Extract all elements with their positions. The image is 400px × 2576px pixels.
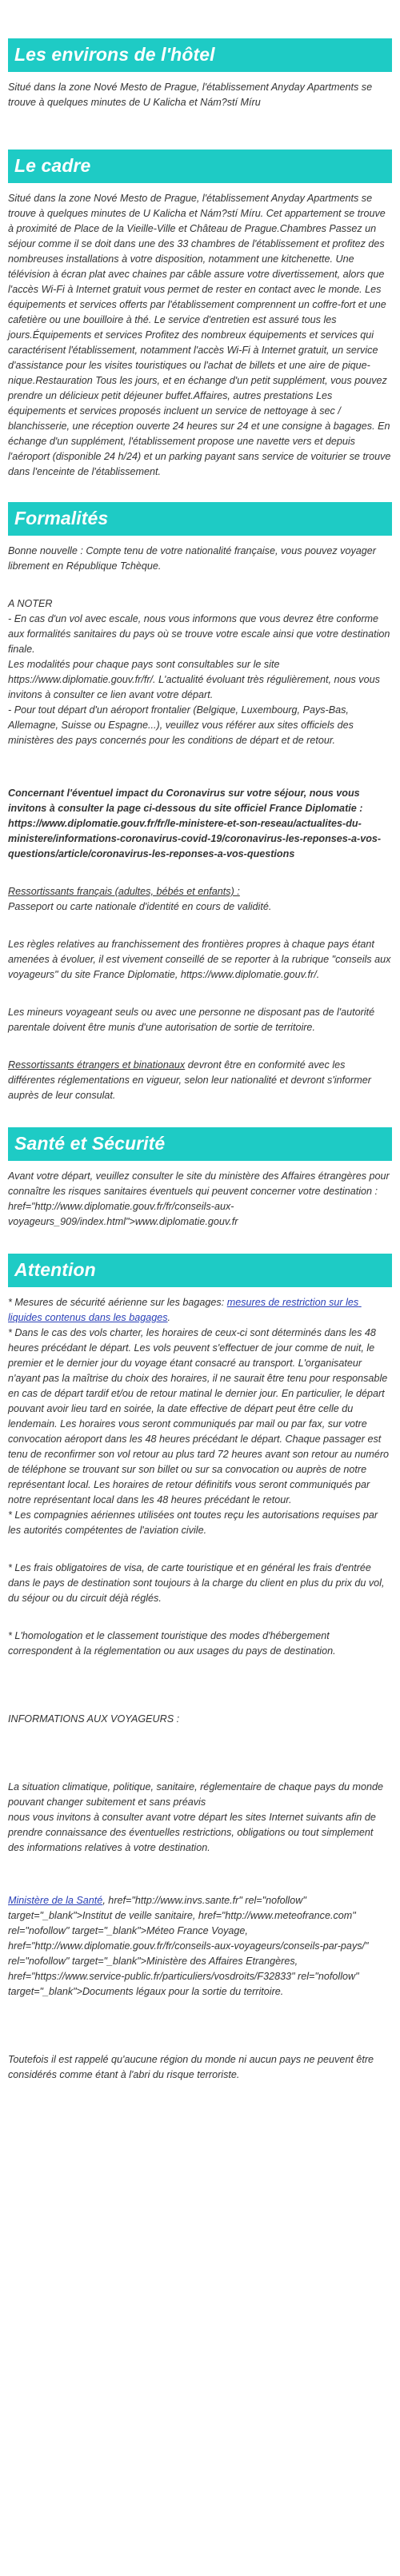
section-title-formalites bbox=[8, 502, 392, 536]
sante-text: Avant votre départ, veuillez consulter le site du ministère des Affaires étrangères pour connaître les risques sanitaires éventuels qui peuvent concerner votre destination : href="http://www.diplomatie.gouv.fr/fr/conseils-aux-voyageurs_909/index.html">www.diplomatie.gouv.fr bbox=[8, 1170, 393, 1227]
attention-informations: INFORMATIONS AUX VOYAGEURS : bbox=[8, 1713, 180, 1725]
formalites-coronavirus: Concernant l'éventuel impact du Coronavirus sur votre séjour, nous vous invitons à consulter la page ci-dessous du site officiel France Diplomatie : https://www.diplomatie.gouv.fr/fr/le-ministere-et-son-reseau/actualites-du-ministere/informations-coronavirus-covid-19/coronavirus-les-reponses-a-vos-questions/article/coronavirus-les-reponses-a-vos-questions bbox=[8, 788, 382, 859]
formalites-mineurs: Les mineurs voyageant seuls ou avec une personne ne disposant pas de l'autorité parentale doivent être munis d'une autorisation de sortie de territoire. bbox=[8, 1007, 378, 1033]
formalites-regles: Les règles relatives au franchissement des frontières propres à chaque pays étant amenées à évoluer, il est vivement conseillé de se reporter à la rubrique "conseils aux voyageurs" du site France Diplomatie, https://www.diplomatie.gouv.fr/. bbox=[8, 939, 394, 980]
attention-situation: La situation climatique, politique, sanitaire, réglementaire de chaque pays du monde pouvant changer subitement et sans préavis nous vous invitons à consulter avant votre départ les sites Internet suivants afin de prendre connaissance des éventuelles restrictions, obligations ou tout simplement des informations relatives à votre destination. bbox=[8, 1781, 384, 1853]
formalites-ressortissants-francais bbox=[8, 884, 392, 915]
attention-p1 bbox=[8, 1295, 392, 1326]
sante-title-text: Santé et Sécurité bbox=[14, 1133, 166, 1154]
ministere-sante-link[interactable]: Ministère de la Santé bbox=[8, 1895, 103, 1906]
attention-terrorisme: Toutefois il est rappelé qu'aucune région du monde ni aucun pays ne peuvent être considérés comme étant à l'abri du risque terroriste. bbox=[8, 2054, 377, 2080]
section-title-environs bbox=[8, 38, 392, 72]
formalites-etrangers bbox=[8, 1058, 392, 1103]
attention-sites bbox=[8, 1893, 392, 2000]
formalites-note: A NOTER - En cas d'un vol avec escale, nous vous informons que vous devrez être conforme aux formalités sanitaires du pays où se trouve votre escale ainsi que votre destination finale. Les modalités pour chaque pays sont consultables sur le site https://www.diplomatie.gouv.fr/fr/. L'actualité évoluant très régulièrement, nous vous invitons à consulter ce lien avant votre départ. - Pour tout départ d'un aéroport frontalier (Belgique, Luxembourg, Pays-Bas, Allemagne, Suisse ou Espagne...), veuillez vous référer aux sites officiels des ministères des pays concernés pour les conditions de départ et de retour. bbox=[8, 598, 390, 746]
cadre-text: Situé dans la zone Nové Mesto de Prague, l'établissement Anyday Apartments se trouve à quelques minutes de U Kalicha et Nám?stí Míru. Cet appartement se trouve à proximité de Place de la Vieille-Ville et Château de Prague.Chambres Passez un séjour comme il se doit dans une des 33 chambres de l'établissement et profitez des nombreuses installations à votre disposition, notamment une kitchenette. Une télévision à écran plat avec chaines par câble assure votre divertissement, alors que l'accès Wi-Fi à Internet gratuit vous permet de rester en contact avec le monde. Les équipements et services offerts par l'établissement comprennent un coffre-fort et une cafetière ou une bouilloire à thé. Le service d'entretien est assuré tous les jours.Équipements et services Profitez des nombreux équipements et services qui caractérisent l'établissement, notamment l'accès Wi-Fi à Internet gratuit, un service d'assistance pour les visites touristiques ou l'achat de billets et une aire de pique-nique.Restauration Tous les jours, et en échange d'un petit supplément, vous pouvez prendre un délicieux petit déjeuner buffet.Affaires, autres prestations Les équipements et services proposés incluent un service de nettoyage à sec / blanchisserie, une réception ouverte 24 heures sur 24 et une consigne à bagages. En échange d'un supplément, l'établissement propose une navette vers et depuis l'aéroport (disponible 24 h/24) et un parking payant sans service de voiturier se trouve dans l'enceinte de l'établissement. bbox=[8, 193, 394, 477]
attention-p1-prefix: * Mesures de sécurité aérienne sur les bagages: bbox=[8, 1297, 227, 1308]
etrangers-text: devront être en conformité avec les différentes réglementations en vigueur, selon leur nationalité et devront s'informer auprès de leur consulat. bbox=[8, 1059, 374, 1101]
attention-p2: * Dans le cas des vols charter, les horaires de ceux-ci sont déterminés dans les 48 heures précédant le départ. Les vols peuvent s'effectuer de jour comme de nuit, le premier et le dernier jour du voyage étant consacré au transport. L'organisateur n'ayant pas la maîtrise du choix des horaires, il ne saurait être tenu pour responsable en cas de départ tardif et/ou de retour matinal le dernier jour. En particulier, le départ pouvant avoir lieu tard en soirée, la date effective de départ peut être celle du lendemain. Les horaires vous seront communiqués par mail ou par fax, sur votre convocation aéroport dans les 48 heures précédant le départ. Chaque passager est tenu de reconfirmer son vol retour au plus tard 72 heures avant son retour au numéro de téléphone se trouvant sur son billet ou sur sa convocation ou auprès de notre représentant local. Les horaires de retour définitifs vous seront communiqués par notre représentant local dans les 48 heures précédant le retour. bbox=[8, 1327, 392, 1505]
environs-title-text: Les environs de l'hôtel bbox=[14, 44, 215, 65]
attention-p3: * Les compagnies aériennes utilisées ont toutes reçu les autorisations requises par les autorités compétentes de l'aviation civile. bbox=[8, 1509, 381, 1536]
attention-p4: * Les frais obligatoires de visa, de carte touristique et en général les frais d'entrée dans le pays de destination sont toujours à la charge du client en plus du prix du vol, du séjour ou du circuit déjà réglés. bbox=[8, 1562, 387, 1604]
attention-sites-text: , href="http://www.invs.sante.fr" rel="nofollow" target="_blank">Institut de veille sanitaire, href="http://www.meteofrance.com" rel="nofollow" target="_blank">Méteo France Voyage, href="http://www.diplomatie.gouv.fr/fr/conseils-aux-voyageurs/conseils-par-pays/" rel="nofollow" target="_blank">Ministère des Affaires Etrangères, href="https://www.service-public.fr/particuliers/vosdroits/F32833" rel="nofollow" target="_blank">Documents légaux pour la sortie du territoire. bbox=[8, 1895, 372, 1997]
environs-text: Situé dans la zone Nové Mesto de Prague, l'établissement Anyday Apartments se trouve à quelques minutes de U Kalicha et Nám?stí Míru bbox=[8, 82, 375, 108]
cadre-title-text: Le cadre bbox=[14, 155, 91, 176]
ressortissants-francais-label: Ressortissants français (adultes, bébés et enfants) : bbox=[8, 886, 240, 897]
attention-p1-suffix: . bbox=[167, 1312, 171, 1323]
section-title-sante bbox=[8, 1127, 392, 1161]
attention-title-text: Attention bbox=[14, 1259, 96, 1280]
ressortissants-francais-text: Passeport ou carte nationale d'identité en cours de validité. bbox=[8, 901, 272, 912]
section-title-cadre bbox=[8, 150, 392, 183]
formalites-title-text: Formalités bbox=[14, 508, 109, 528]
etrangers-label: Ressortissants étrangers et binationaux bbox=[8, 1059, 186, 1071]
attention-p5: * L'homologation et le classement touristique des modes d'hébergement correspondent à la réglementation ou aux usages du pays de destination. bbox=[8, 1630, 336, 1657]
formalites-p1: Bonne nouvelle : Compte tenu de votre nationalité française, vous pouvez voyager librement en République Tchèque. bbox=[8, 545, 379, 572]
section-title-attention bbox=[8, 1254, 392, 1287]
liquides-restriction-link[interactable]: mesures de restriction sur les liquides contenus dans les bagages bbox=[8, 1297, 362, 1323]
